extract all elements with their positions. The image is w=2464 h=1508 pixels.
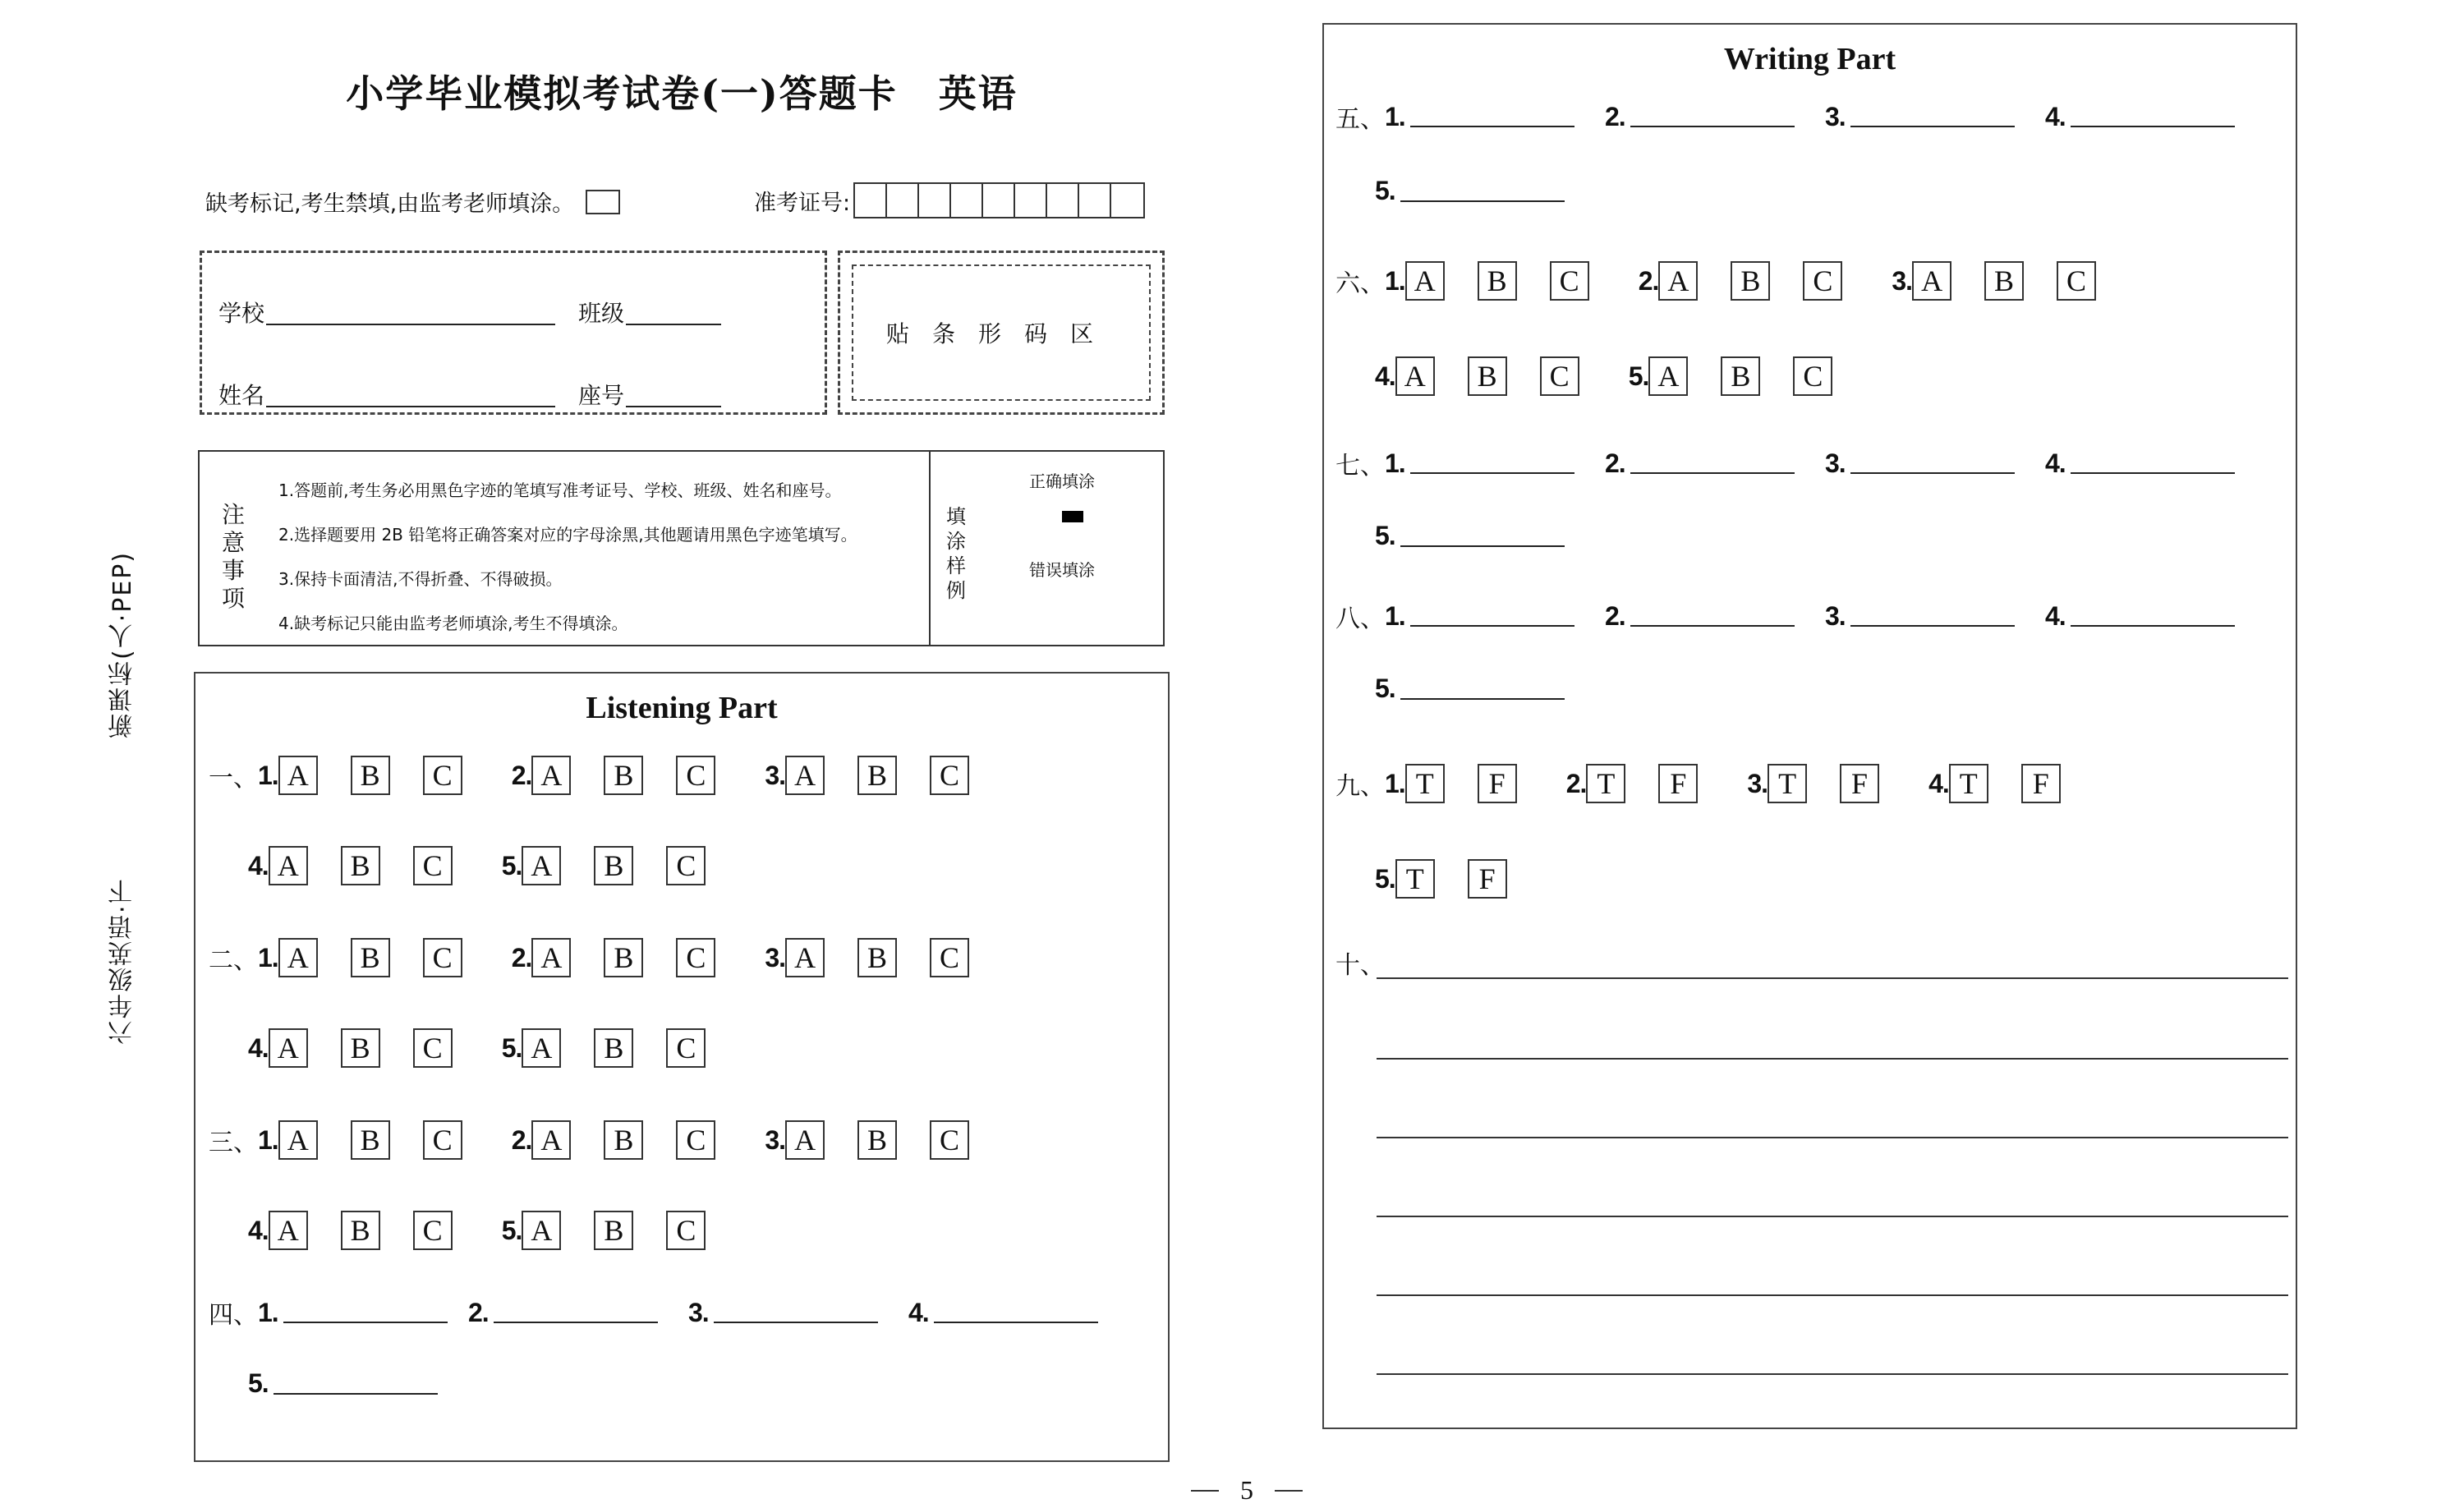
candidate-id-cell[interactable]: [983, 184, 1015, 217]
composition-line[interactable]: [1377, 1294, 2288, 1296]
section-label: 七、: [1335, 452, 1385, 480]
question-number: 3.: [1825, 448, 1846, 478]
writing-part: [1322, 23, 2297, 1429]
option-a[interactable]: A: [278, 938, 318, 977]
section-label: 六、: [1335, 269, 1385, 298]
dash-left: [1191, 1490, 1219, 1492]
question-number: 3.: [688, 1297, 709, 1327]
option-b[interactable]: B: [857, 1120, 897, 1160]
writing-section-5-row-1: [1335, 99, 2235, 135]
answer-blank[interactable]: [274, 1393, 438, 1395]
question-number: 2.: [1605, 101, 1625, 131]
option-b[interactable]: B: [1478, 261, 1517, 301]
answer-blank[interactable]: [1410, 625, 1574, 627]
question-number: 3.: [1892, 265, 1913, 296]
writing-section-6-row-1: [1335, 261, 2145, 301]
candidate-id-cell[interactable]: [1015, 184, 1047, 217]
writing-section-7-row-1: [1335, 445, 2235, 481]
question-number: 3.: [765, 942, 786, 972]
option-b[interactable]: B: [594, 1028, 633, 1068]
composition-line[interactable]: [1377, 1373, 2288, 1375]
option-a[interactable]: A: [785, 756, 825, 795]
question-number: 4.: [248, 850, 269, 880]
option-c[interactable]: C: [1803, 261, 1842, 301]
question-number: 4.: [2045, 101, 2066, 131]
option-b[interactable]: B: [351, 756, 390, 795]
option-false[interactable]: F: [1468, 859, 1507, 899]
answer-blank[interactable]: [1400, 545, 1565, 547]
sample-title: 填涂样例: [946, 505, 966, 602]
option-c[interactable]: C: [676, 1120, 715, 1160]
option-c[interactable]: C: [413, 1028, 453, 1068]
option-a[interactable]: A: [269, 846, 308, 885]
sample-wrong-label: 错误填涂: [1029, 560, 1095, 580]
answer-blank[interactable]: [1850, 625, 2015, 627]
option-c[interactable]: C: [423, 756, 462, 795]
question-number: 4.: [2045, 448, 2066, 478]
option-a[interactable]: A: [531, 938, 571, 977]
writing-title: Writing Part: [1723, 42, 1896, 76]
answer-blank[interactable]: [1630, 625, 1795, 627]
listening-section-2-row-2: [248, 1028, 755, 1068]
listening-title: Listening Part: [586, 691, 778, 725]
option-a[interactable]: A: [269, 1028, 308, 1068]
answer-blank[interactable]: [1850, 472, 2015, 474]
option-c[interactable]: C: [676, 938, 715, 977]
answer-blank[interactable]: [2071, 126, 2235, 127]
question-number: 4.: [248, 1032, 269, 1063]
answer-blank[interactable]: [2071, 625, 2235, 627]
option-a[interactable]: A: [1395, 356, 1435, 396]
question-number: 3.: [1825, 101, 1846, 131]
option-b[interactable]: B: [1721, 356, 1760, 396]
page-number-text: 5: [1240, 1475, 1253, 1505]
school-field[interactable]: [218, 296, 555, 329]
listening-section-4-row-1: [209, 1294, 1098, 1331]
question-number: 4.: [1928, 768, 1949, 798]
question-number: 2.: [511, 1124, 532, 1155]
question-number: 3.: [765, 760, 786, 790]
option-b[interactable]: B: [604, 1120, 643, 1160]
option-c[interactable]: C: [930, 1120, 969, 1160]
option-a[interactable]: A: [1405, 261, 1445, 301]
option-b[interactable]: B: [341, 1028, 380, 1068]
section-label: 四、: [209, 1301, 258, 1330]
option-c[interactable]: C: [666, 1028, 706, 1068]
dash-right: [1275, 1490, 1303, 1492]
option-c[interactable]: C: [423, 1120, 462, 1160]
page-title: [246, 64, 1117, 118]
option-a[interactable]: A: [278, 756, 318, 795]
option-b[interactable]: B: [351, 1120, 390, 1160]
question-number: 5.: [1375, 176, 1395, 205]
listening-section-1-row-2: [248, 846, 755, 885]
question-number: 5.: [501, 850, 522, 880]
question-number: 4.: [2045, 600, 2066, 631]
option-c[interactable]: C: [676, 756, 715, 795]
question-number: 4.: [1375, 361, 1395, 391]
answer-blank[interactable]: [283, 1322, 448, 1323]
spine-grade: 六年级英语·下: [108, 877, 137, 1045]
option-a[interactable]: A: [785, 1120, 825, 1160]
option-a[interactable]: A: [1648, 356, 1688, 396]
writing-section-9-row-2: [1375, 859, 1556, 899]
candidate-id-label: 准考证号:: [754, 190, 851, 216]
option-b[interactable]: B: [594, 846, 633, 885]
option-a[interactable]: A: [785, 938, 825, 977]
section-label: 一、: [209, 764, 258, 793]
page-number: [1191, 1475, 1303, 1506]
option-b[interactable]: B: [341, 1211, 380, 1250]
option-c[interactable]: C: [423, 938, 462, 977]
answer-blank[interactable]: [1410, 472, 1574, 474]
notes-title: 注意事项: [221, 501, 245, 612]
question-number: 3.: [1825, 600, 1846, 631]
class-label: 班级: [578, 300, 625, 327]
listening-section-2-row-1: [209, 938, 1018, 977]
option-c[interactable]: C: [930, 938, 969, 977]
question-number: 1.: [258, 1124, 278, 1155]
listening-part: [194, 672, 1170, 1462]
section-label: 八、: [1335, 605, 1385, 633]
option-b[interactable]: B: [604, 756, 643, 795]
question-number: 1.: [258, 1297, 278, 1327]
student-info-box: [200, 251, 827, 415]
writing-section-10-label: [1335, 945, 1385, 981]
question-number: 5.: [1375, 521, 1395, 550]
writing-section-5-row-2: [1375, 176, 1565, 206]
option-c[interactable]: C: [413, 1211, 453, 1250]
question-number: 5.: [501, 1032, 522, 1063]
question-number: 4.: [908, 1297, 929, 1327]
answer-blank[interactable]: [1630, 126, 1795, 127]
option-c[interactable]: C: [413, 846, 453, 885]
option-true[interactable]: T: [1405, 764, 1445, 803]
candidate-id-cells: [853, 182, 1145, 218]
question-number: 5.: [1375, 863, 1395, 894]
option-b[interactable]: B: [1984, 261, 2024, 301]
option-b[interactable]: B: [857, 756, 897, 795]
writing-section-8-row-2: [1375, 674, 1565, 704]
writing-section-9-row-1: [1335, 764, 2110, 803]
candidate-id-cell[interactable]: [887, 184, 919, 217]
answer-blank[interactable]: [1630, 472, 1795, 474]
answer-blank[interactable]: [714, 1322, 878, 1323]
writing-section-6-row-2: [1375, 356, 1882, 396]
option-c[interactable]: C: [666, 846, 706, 885]
absent-mark-row: [205, 186, 620, 218]
question-number: 5.: [1375, 674, 1395, 703]
question-number: 2.: [1565, 768, 1587, 798]
option-a[interactable]: A: [1658, 261, 1698, 301]
sample-correct-label: 正确填涂: [1029, 471, 1095, 491]
section-label: 三、: [209, 1129, 258, 1157]
question-number: 2.: [468, 1297, 489, 1327]
composition-line[interactable]: [1377, 1216, 2288, 1217]
candidate-id-cell[interactable]: [1047, 184, 1079, 217]
question-number: 1.: [1385, 448, 1405, 478]
note-item: 2.选择题要用 2B 铅笔将正确答案对应的字母涂黑,其他题请用黑色字迹笔填写。: [278, 525, 857, 545]
notes-divider: [929, 452, 931, 645]
option-b[interactable]: B: [594, 1211, 633, 1250]
barcode-area: [838, 251, 1165, 415]
answer-blank[interactable]: [1850, 126, 2015, 127]
section-label: 十、: [1335, 951, 1385, 980]
option-c[interactable]: C: [2057, 261, 2096, 301]
answer-blank[interactable]: [1400, 698, 1565, 700]
seat-label: 座号: [578, 382, 625, 409]
candidate-id-row: [754, 182, 1145, 218]
option-c[interactable]: C: [1540, 356, 1579, 396]
answer-blank[interactable]: [934, 1322, 1098, 1323]
question-number: 2.: [1605, 448, 1625, 478]
answer-blank[interactable]: [494, 1322, 658, 1323]
question-number: 1.: [1385, 265, 1405, 296]
name-label: 姓名: [218, 382, 265, 409]
option-b[interactable]: B: [1468, 356, 1507, 396]
candidate-id-cell[interactable]: [1079, 184, 1111, 217]
option-c[interactable]: C: [1793, 356, 1832, 396]
section-label: 九、: [1335, 772, 1385, 801]
option-a[interactable]: A: [531, 756, 571, 795]
option-a[interactable]: A: [522, 846, 561, 885]
option-false[interactable]: F: [2021, 764, 2061, 803]
question-number: 2.: [511, 760, 532, 790]
option-a[interactable]: A: [531, 1120, 571, 1160]
school-label: 学校: [218, 300, 265, 327]
option-true[interactable]: T: [1395, 859, 1435, 899]
candidate-id-cell[interactable]: [1111, 184, 1143, 217]
filled-mark-icon: [1062, 511, 1083, 522]
title-subject: 英语: [938, 71, 1018, 116]
option-a[interactable]: A: [522, 1211, 561, 1250]
option-true[interactable]: T: [1949, 764, 1988, 803]
question-number: 2.: [511, 942, 532, 972]
composition-line[interactable]: [1377, 1137, 2288, 1138]
answer-blank[interactable]: [2071, 472, 2235, 474]
option-false[interactable]: F: [1658, 764, 1698, 803]
absent-mark-checkbox[interactable]: [586, 190, 620, 214]
question-number: 3.: [765, 1124, 786, 1155]
option-b[interactable]: B: [341, 846, 380, 885]
question-number: 1.: [1385, 768, 1405, 798]
question-number: 5.: [501, 1215, 522, 1245]
name-field[interactable]: [218, 378, 555, 411]
option-b[interactable]: B: [604, 938, 643, 977]
question-number: 1.: [258, 760, 278, 790]
option-c[interactable]: C: [1550, 261, 1589, 301]
option-b[interactable]: B: [857, 938, 897, 977]
candidate-id-cell[interactable]: [951, 184, 983, 217]
question-number: 2.: [1605, 600, 1625, 631]
spine-edition: 新课标(人·PEP): [108, 550, 137, 739]
notes-list: [278, 468, 857, 646]
section-label: 五、: [1335, 105, 1385, 134]
question-number: 4.: [248, 1215, 269, 1245]
title-text: 小学毕业模拟考试卷(一)答题卡: [346, 71, 898, 116]
option-false[interactable]: F: [1840, 764, 1879, 803]
question-number: 3.: [1747, 768, 1768, 798]
question-number: 5.: [1628, 361, 1649, 391]
candidate-id-cell[interactable]: [919, 184, 951, 217]
note-item: 3.保持卡面清洁,不得折叠、不得破损。: [278, 569, 563, 589]
writing-section-7-row-2: [1375, 521, 1565, 551]
candidate-id-cell[interactable]: [855, 184, 887, 217]
option-true[interactable]: T: [1586, 764, 1625, 803]
listening-section-3-row-2: [248, 1211, 755, 1250]
note-item: 1.答题前,考生务必用黑色字迹的笔填写准考证号、学校、班级、姓名和座号。: [278, 480, 842, 500]
option-a[interactable]: A: [278, 1120, 318, 1160]
question-number: 5.: [248, 1368, 269, 1398]
question-number: 1.: [258, 942, 278, 972]
option-c[interactable]: C: [930, 756, 969, 795]
barcode-label: 贴条形码区: [852, 264, 1151, 401]
writing-section-8-row-1: [1335, 598, 2235, 634]
listening-section-3-row-1: [209, 1120, 1018, 1160]
option-c[interactable]: C: [666, 1211, 706, 1250]
composition-line[interactable]: [1377, 977, 2288, 979]
absent-mark-label: 缺考标记,考生禁填,由监考老师填涂。: [205, 191, 575, 217]
option-a[interactable]: A: [1912, 261, 1951, 301]
question-number: 1.: [1385, 101, 1405, 131]
question-number: 2.: [1638, 265, 1659, 296]
listening-section-4-row-2: [248, 1368, 438, 1399]
option-false[interactable]: F: [1478, 764, 1517, 803]
option-b[interactable]: B: [351, 938, 390, 977]
note-item: 4.缺考标记只能由监考老师填涂,考生不得填涂。: [278, 614, 628, 633]
class-field[interactable]: [578, 296, 721, 329]
option-b[interactable]: B: [1731, 261, 1770, 301]
option-a[interactable]: A: [269, 1211, 308, 1250]
notes-box: [198, 450, 1165, 646]
section-label: 二、: [209, 946, 258, 975]
answer-blank[interactable]: [1410, 126, 1574, 127]
question-number: 1.: [1385, 600, 1405, 631]
seat-field[interactable]: [578, 378, 721, 411]
option-true[interactable]: T: [1768, 764, 1807, 803]
answer-blank[interactable]: [1400, 200, 1565, 202]
option-a[interactable]: A: [522, 1028, 561, 1068]
listening-section-1-row-1: [209, 756, 1018, 795]
composition-line[interactable]: [1377, 1058, 2288, 1060]
